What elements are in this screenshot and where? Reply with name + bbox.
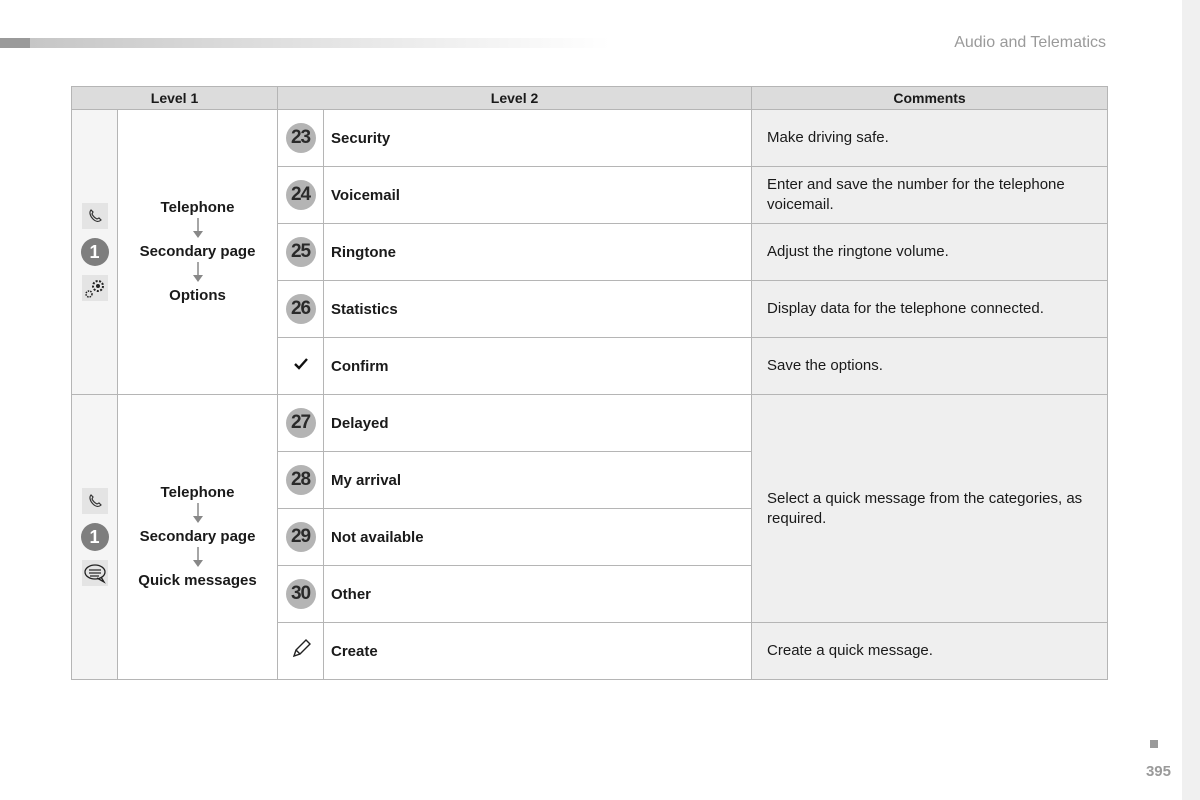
comment-cell: Adjust the ringtone volume. bbox=[752, 224, 1108, 281]
step-1-badge: 1 bbox=[81, 238, 109, 266]
table-row bbox=[72, 395, 1108, 452]
comment-cell-merged: Select a quick message from the categories, as required. bbox=[752, 395, 1108, 623]
telephone-icon bbox=[82, 203, 108, 229]
number-badge: 26 bbox=[286, 294, 316, 324]
table-row bbox=[72, 110, 1108, 167]
page-marker bbox=[1150, 740, 1158, 748]
number-badge: 28 bbox=[286, 465, 316, 495]
number-badge: 25 bbox=[286, 237, 316, 267]
page-edge-strip bbox=[1182, 0, 1200, 800]
badge-cell bbox=[278, 224, 324, 281]
arrow-down-icon bbox=[188, 503, 208, 523]
path-options: Options bbox=[169, 287, 226, 304]
level1-path-cell bbox=[118, 110, 278, 395]
badge-cell bbox=[278, 566, 324, 623]
message-bubble-icon bbox=[82, 560, 108, 586]
level1-icons-cell bbox=[72, 395, 118, 680]
header-level1: Level 1 bbox=[72, 87, 278, 110]
badge-cell bbox=[278, 167, 324, 224]
comment-cell: Display data for the telephone connected. bbox=[752, 281, 1108, 338]
comment-cell: Save the options. bbox=[752, 338, 1108, 395]
level2-label: Confirm bbox=[324, 338, 752, 395]
path-secondary-page: Secondary page bbox=[139, 243, 256, 260]
level2-label: Other bbox=[324, 566, 752, 623]
step-1-badge: 1 bbox=[81, 523, 109, 551]
level1-path-cell bbox=[118, 395, 278, 680]
badge-cell bbox=[278, 110, 324, 167]
number-badge: 29 bbox=[286, 522, 316, 552]
level2-label: Ringtone bbox=[324, 224, 752, 281]
header-level2: Level 2 bbox=[278, 87, 752, 110]
number-badge: 30 bbox=[286, 579, 316, 609]
level2-label: Delayed bbox=[324, 395, 752, 452]
comment-cell: Create a quick message. bbox=[752, 623, 1108, 680]
path-telephone: Telephone bbox=[160, 484, 235, 501]
page-number: 395 bbox=[1145, 763, 1171, 780]
badge-cell bbox=[278, 623, 324, 680]
level2-label: My arrival bbox=[324, 452, 752, 509]
arrow-down-icon bbox=[188, 547, 208, 567]
badge-cell bbox=[278, 395, 324, 452]
comment-cell: Enter and save the number for the telephone voicemail. bbox=[752, 167, 1108, 224]
pencil-icon bbox=[290, 638, 312, 660]
badge-cell bbox=[278, 338, 324, 395]
badge-cell bbox=[278, 509, 324, 566]
telephone-icon bbox=[82, 488, 108, 514]
level2-label: Security bbox=[324, 110, 752, 167]
level1-icons-cell bbox=[72, 110, 118, 395]
comment-cell: Make driving safe. bbox=[752, 110, 1108, 167]
options-gear-icon bbox=[82, 275, 108, 301]
arrow-down-icon bbox=[188, 262, 208, 282]
path-telephone: Telephone bbox=[160, 199, 235, 216]
level2-label: Create bbox=[324, 623, 752, 680]
badge-cell bbox=[278, 281, 324, 338]
header-decorative-bar bbox=[0, 38, 610, 48]
number-badge: 24 bbox=[286, 180, 316, 210]
path-secondary-page: Secondary page bbox=[139, 528, 256, 545]
section-title: Audio and Telematics bbox=[954, 34, 1106, 51]
number-badge: 23 bbox=[286, 123, 316, 153]
level2-label: Not available bbox=[324, 509, 752, 566]
menu-table bbox=[71, 86, 1108, 680]
checkmark-icon bbox=[293, 356, 309, 372]
header-comments: Comments bbox=[752, 87, 1108, 110]
level2-label: Voicemail bbox=[324, 167, 752, 224]
number-badge: 27 bbox=[286, 408, 316, 438]
table-header-row bbox=[72, 87, 1108, 110]
arrow-down-icon bbox=[188, 218, 208, 238]
path-quick-messages: Quick messages bbox=[138, 572, 257, 589]
level2-label: Statistics bbox=[324, 281, 752, 338]
badge-cell bbox=[278, 452, 324, 509]
